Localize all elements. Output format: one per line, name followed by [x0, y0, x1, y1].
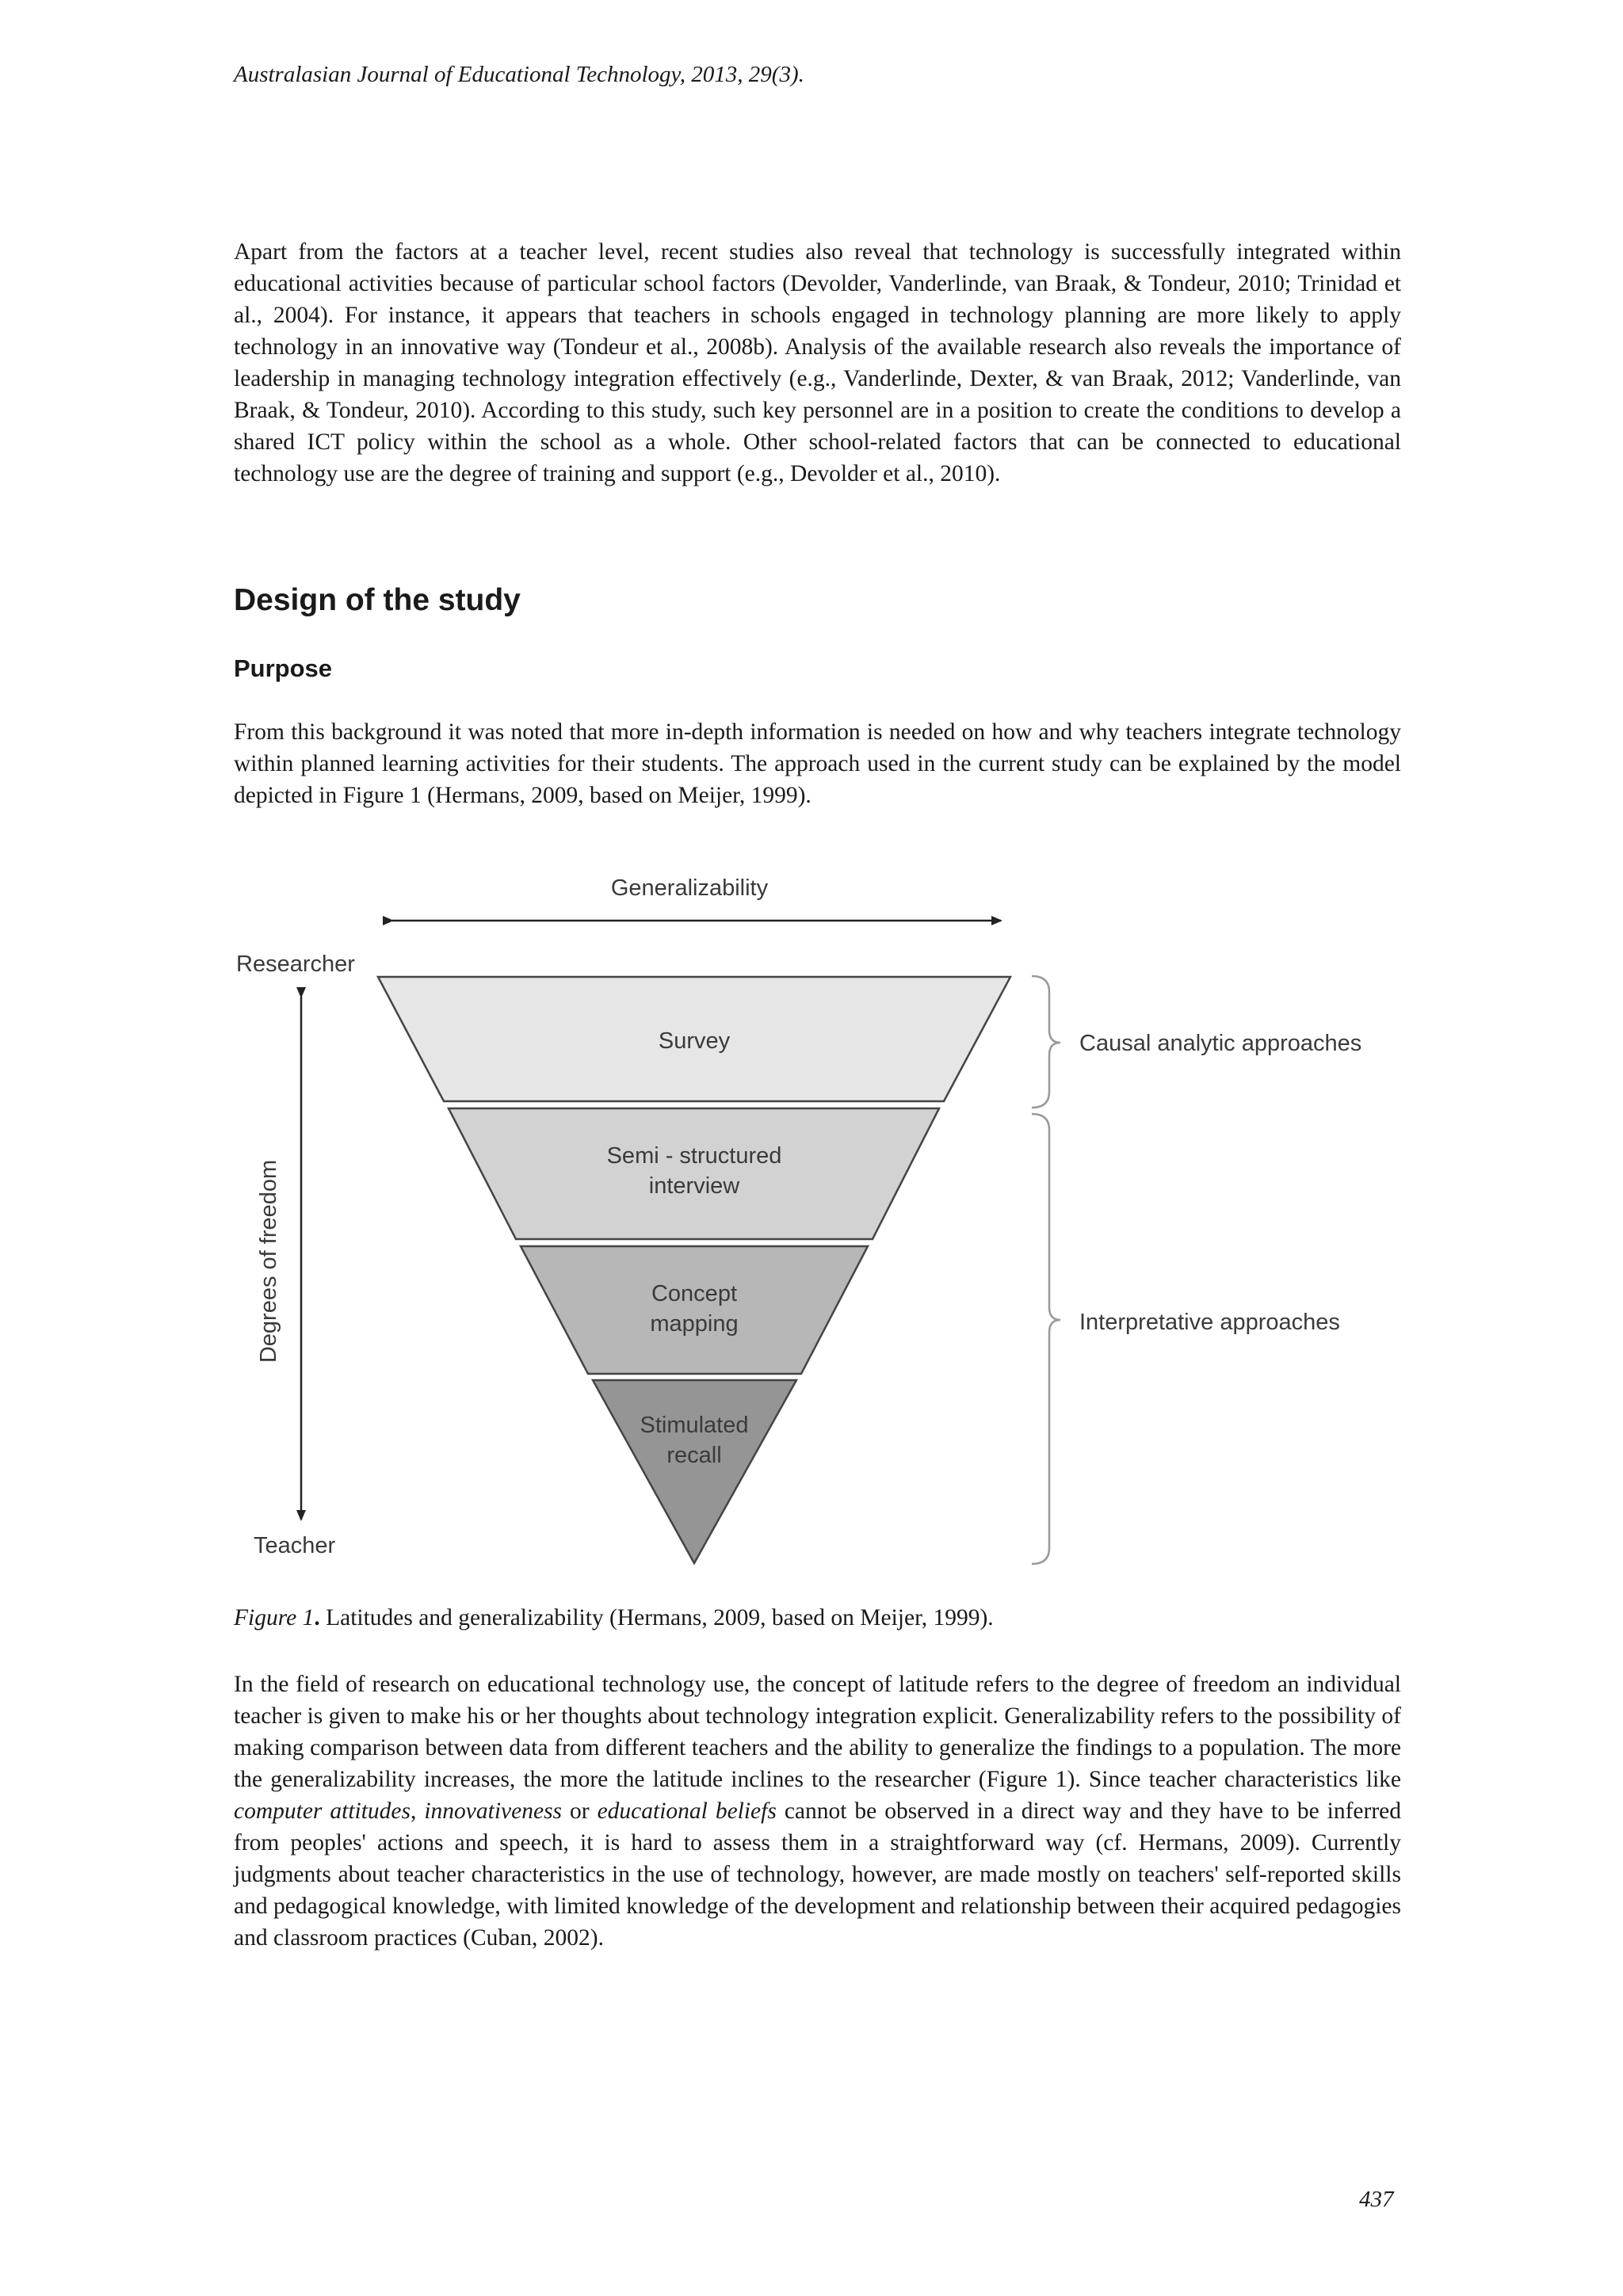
running-head: Australasian Journal of Educational Technology, 2013, 29(3).: [234, 62, 804, 87]
brace-causal: [1032, 976, 1060, 1108]
figure-caption-text: Latitudes and generalizability (Hermans, 2009, based on Meijer, 1999).: [319, 1605, 994, 1630]
latitude-text-b: ,: [411, 1798, 425, 1824]
latitude-text-d: cannot be observed in a direct way and they have to be inferred from peoples' actions and speech, it is hard to assess them in a straightforward way (cf. Hermans, 2009). Currently judgments about teacher characteristics in the use of technology, however, are made mostly on teachers' self-reported skills and pedagogical knowledge, with limited knowledge of the development and relationship between their acquired pedagogies and classroom practices (Cuban, 2002).: [234, 1798, 1402, 1951]
figure-caption: [234, 1605, 994, 1631]
layer-stimulated-recall: [593, 1380, 796, 1563]
term-computer-attitudes: computer attitudes: [234, 1798, 411, 1824]
layer-interview-label-line1: Semi - structured: [606, 1143, 782, 1169]
researcher-label: Researcher: [236, 952, 355, 977]
degrees-of-freedom-label: Degrees of freedom: [256, 1159, 281, 1363]
paragraph-school-factors: Apart from the factors at a teacher level, recent studies also reveal that technology is successfully integrated within educational activities because of particular school factors (Devolder, Vanderlinde, van Braak, & Tondeur, 2010; Trinidad et al., 2004). For instance, it appears that teachers in schools engaged in technology planning are more likely to apply technology in an innovative way (Tondeur et al., 2008b). Analysis of the available research also reveals the importance of leadership in managing technology integration effectively (e.g., Vanderlinde, Dexter, & van Braak, 2012; Vanderlinde, van Braak, & Tondeur, 2010). According to this study, such key personnel are in a position to create the conditions to develop a shared ICT policy within the school as a whole. Other school-related factors that can be connected to educational technology use are the degree of training and support (e.g., Devolder et al., 2010).: [234, 239, 1401, 486]
subsection-heading: Purpose: [234, 654, 333, 682]
teacher-label: Teacher: [254, 1533, 336, 1558]
term-innovativeness: innovativeness: [424, 1798, 563, 1824]
layer-concept-label-line2: mapping: [650, 1311, 739, 1337]
latitude-text-a: In the field of research on educational technology use, the concept of latitude refers to the degree of freedom an individual teacher is given to make his or her thoughts about technology integration explicit. Generalizability refers to the possibility of making comparison between data from different teachers and the ability to generalize the findings to a population. The more the generalizability increases, the more the latitude inclines to the researcher (Figure 1). Since teacher characteristics like: [234, 1672, 1401, 1792]
figure-latitude-model: [222, 856, 1426, 1585]
latitude-diagram: [222, 856, 1426, 1585]
term-educational-beliefs: educational beliefs: [597, 1798, 777, 1824]
layer-recall-label-line2: recall: [666, 1443, 722, 1468]
layer-concept-mapping: [521, 1246, 868, 1374]
paragraph-purpose: From this background it was noted that more in-depth information is needed on how and why teachers integrate technology within planned learning activities for their students. The approach used in the current study can be explained by the model depicted in Figure 1 (Hermans, 2009, based on Meijer, 1999).: [234, 719, 1401, 808]
brace-interpretative: [1032, 1114, 1060, 1564]
page-number: 437: [1359, 2187, 1394, 2212]
layer-concept-label-line1: Concept: [651, 1281, 738, 1306]
interpretative-label: Interpretative approaches: [1079, 1310, 1340, 1335]
figure-caption-label: Figure 1: [234, 1605, 315, 1630]
figure-caption-dot: .: [314, 1605, 320, 1630]
layer-recall-label-line1: Stimulated: [640, 1413, 749, 1438]
layer-survey-label: Survey: [658, 1028, 731, 1054]
layer-interview-label-line2: interview: [648, 1173, 740, 1199]
causal-analytic-label: Causal analytic approaches: [1079, 1031, 1362, 1056]
section-heading: Design of the study: [234, 583, 521, 617]
paragraph-latitude: [234, 1669, 1401, 1954]
latitude-text-c: or: [562, 1798, 598, 1824]
generalizability-label: Generalizability: [610, 875, 769, 901]
